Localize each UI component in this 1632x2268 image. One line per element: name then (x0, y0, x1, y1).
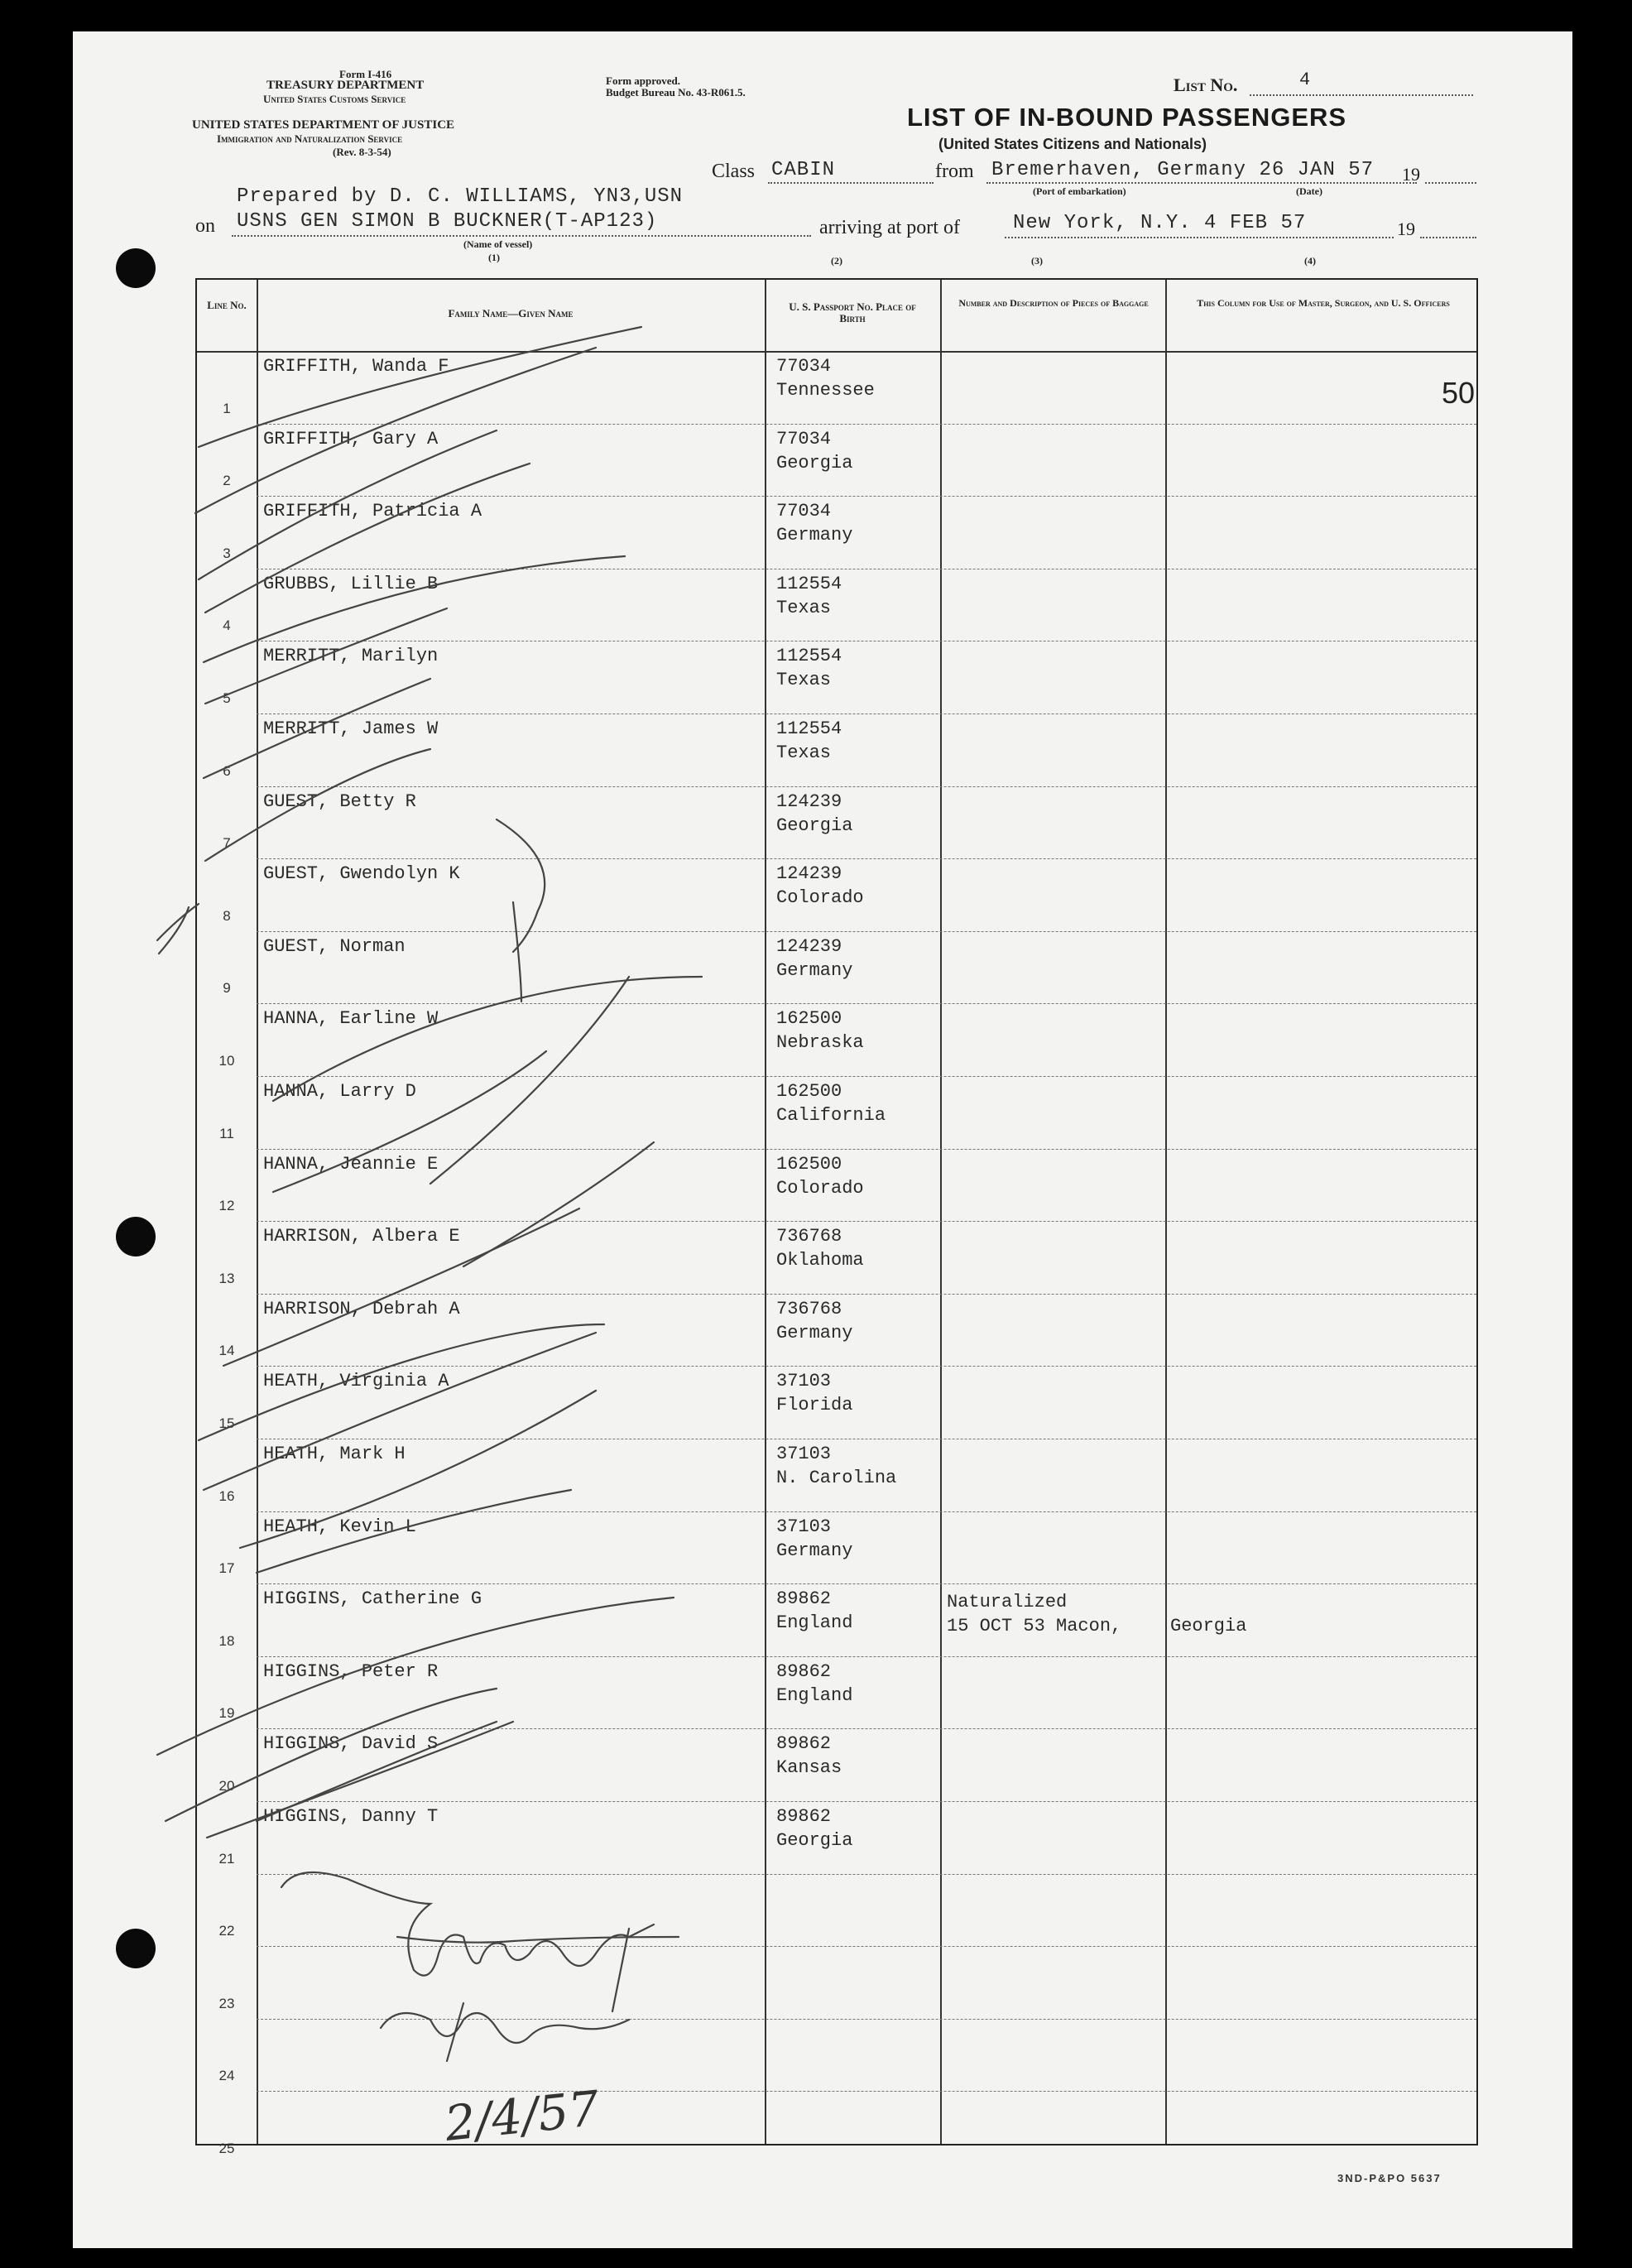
form-revision: (Rev. 8-3-54) (333, 146, 391, 158)
passenger-name: HIGGINS, Danny T (263, 1806, 439, 1827)
passport-number: 37103 (776, 1444, 832, 1464)
birthplace: Germany (776, 1322, 853, 1343)
birthplace: California (776, 1105, 886, 1126)
passenger-name: HEATH, Mark H (263, 1444, 406, 1464)
check-mark (199, 327, 641, 447)
line-number: 4 (223, 617, 231, 634)
passport-number: 112554 (776, 646, 842, 667)
line-number: 19 (218, 1705, 235, 1722)
passenger-name: HIGGINS, David S (263, 1733, 439, 1755)
passenger-name: GUEST, Betty R (263, 790, 416, 812)
signature (447, 2003, 463, 2061)
signature (281, 1872, 654, 1976)
line-number: 6 (223, 762, 231, 779)
passport-number: 77034 (776, 428, 832, 449)
list-no-value: 4 (1299, 70, 1312, 90)
signature (397, 1937, 679, 1943)
check-mark (497, 819, 545, 952)
check-mark (273, 1051, 546, 1192)
birthplace: Colorado (776, 1177, 864, 1199)
birthplace: Georgia (776, 1830, 853, 1851)
year-prefix-1: 19 (1402, 164, 1420, 185)
birthplace: Texas (776, 742, 832, 763)
birthplace: Texas (776, 670, 832, 691)
passenger-name: HEATH, Virginia A (263, 1371, 449, 1392)
line-number: 10 (218, 1053, 235, 1069)
check-mark (195, 348, 596, 513)
check-mark (257, 1722, 497, 1821)
naturalized-note: Naturalized (947, 1592, 1068, 1613)
passenger-name: MERRITT, James W (263, 718, 439, 739)
footer-code: 3ND-P&PO 5637 (1337, 2172, 1442, 2184)
passport-number: 112554 (776, 573, 842, 594)
line-number: 1 (223, 400, 231, 416)
naturalized-state: Georgia (1170, 1616, 1247, 1637)
signature (612, 1929, 629, 2011)
birthplace: Texas (776, 597, 832, 618)
birthplace: Germany (776, 1540, 853, 1561)
line-number: 18 (218, 1632, 235, 1649)
birthplace: Georgia (776, 452, 853, 473)
vessel-name: USNS GEN SIMON B BUCKNER(T-AP123) (237, 210, 658, 233)
check-mark (257, 1490, 571, 1573)
passport-number: 77034 (776, 356, 832, 377)
passenger-name: HARRISON, Debrah A (263, 1298, 460, 1319)
line-number: 20 (218, 1778, 235, 1794)
passenger-name: HANNA, Jeannie E (263, 1153, 439, 1175)
passport-number: 112554 (776, 718, 842, 739)
col-header-baggage: Number and Description of Pieces of Baggage (958, 297, 1149, 309)
birthplace: England (776, 1684, 853, 1706)
line-number: 5 (223, 690, 231, 706)
passenger-name: HIGGINS, Peter R (263, 1660, 439, 1682)
from-label: from (935, 161, 974, 182)
passport-number: 162500 (776, 1008, 842, 1030)
line-number: 15 (218, 1415, 235, 1431)
ins-service: Immigration and Naturalization Service (217, 132, 403, 145)
form-approved: Form approved. (606, 74, 681, 87)
form-subtitle: (United States Citizens and Nationals) (938, 136, 1207, 152)
birthplace: Colorado (776, 887, 864, 909)
check-mark (205, 749, 430, 861)
prepared-by: Prepared by D. C. WILLIAMS, YN3,USN (237, 185, 684, 208)
check-mark (204, 679, 430, 778)
vessel-caption: (Name of vessel) (463, 238, 533, 250)
check-mark (157, 904, 199, 940)
line-number: 23 (218, 1995, 235, 2011)
treasury-dept: TREASURY DEPARTMENT (266, 79, 425, 92)
passport-number: 89862 (776, 1588, 832, 1610)
colnum-4: (4) (1304, 255, 1316, 267)
line-number: 17 (218, 1560, 235, 1577)
vessel-colnum: (1) (488, 252, 500, 263)
passport-number: 736768 (776, 1298, 842, 1319)
line-number: 7 (223, 835, 231, 852)
year-prefix-2: 19 (1397, 219, 1415, 239)
line-number: 24 (218, 2068, 235, 2084)
birthplace: England (776, 1612, 853, 1634)
budget-bureau: Budget Bureau No. 43-R061.5. (606, 86, 746, 99)
birthplace: Tennessee (776, 380, 875, 401)
check-mark (204, 556, 625, 662)
naturalized-date-place: 15 OCT 53 Macon, (947, 1616, 1122, 1637)
line-number: 14 (218, 1343, 235, 1359)
passport-number: 736768 (776, 1226, 842, 1247)
passenger-name: HEATH, Kevin L (263, 1516, 416, 1537)
check-mark (273, 977, 702, 1101)
line-number: 11 (219, 1125, 234, 1141)
birthplace: Georgia (776, 814, 853, 836)
arriving-value: New York, N.Y. 4 FEB 57 (1013, 212, 1307, 234)
line-number: 2 (223, 473, 231, 489)
col-header-name: Family Name—Given Name (448, 307, 574, 320)
birthplace: N. Carolina (776, 1468, 897, 1488)
form-number: Form I-416 (339, 68, 392, 80)
passport-number: 89862 (776, 1806, 832, 1827)
col-header-officers: This Column for Use of Master, Surgeon, and U. S. Officers (1197, 297, 1450, 309)
passenger-name: HANNA, Larry D (263, 1081, 416, 1102)
passenger-name: GRUBBS, Lillie B (263, 573, 439, 594)
form-title: LIST OF IN-BOUND PASSENGERS (907, 103, 1347, 132)
on-label: on (195, 215, 215, 237)
check-mark (430, 977, 629, 1184)
check-mark (205, 608, 447, 704)
arriving-label: arriving at port of (819, 217, 960, 238)
passenger-name: MERRITT, Marilyn (263, 646, 439, 667)
line-number: 16 (218, 1487, 235, 1504)
class-value: CABIN (771, 159, 836, 181)
birthplace: Kansas (776, 1757, 842, 1779)
check-mark (166, 1689, 497, 1821)
birthplace: Nebraska (776, 1032, 864, 1054)
handwritten-date: 2/4/57 (442, 2079, 602, 2152)
passport-number: 124239 (776, 863, 842, 885)
line-number: 12 (218, 1198, 235, 1214)
check-mark (199, 430, 497, 579)
justice-dept: UNITED STATES DEPARTMENT OF JUSTICE (192, 118, 455, 132)
customs-service: United States Customs Service (263, 93, 406, 105)
passport-number: 89862 (776, 1660, 832, 1682)
passenger-name: HANNA, Earline W (263, 1008, 439, 1030)
line-number: 9 (223, 980, 231, 997)
passport-number: 162500 (776, 1081, 842, 1102)
passenger-name: GRIFFITH, Wanda F (263, 356, 449, 377)
check-mark (223, 1208, 579, 1366)
birthplace: Florida (776, 1395, 853, 1416)
check-mark (204, 1333, 596, 1490)
passenger-name: HARRISON, Albera E (263, 1226, 460, 1247)
passport-number: 162500 (776, 1153, 842, 1175)
passenger-name: GUEST, Gwendolyn K (263, 863, 460, 885)
birthplace: Germany (776, 959, 853, 981)
passport-number: 77034 (776, 501, 832, 522)
passenger-name: GRIFFITH, Gary A (263, 428, 439, 449)
col-header-line-no: Line No. (207, 299, 247, 311)
line-number: 22 (218, 1923, 235, 1939)
birthplace: Oklahoma (776, 1250, 864, 1271)
col-header-passport: U. S. Passport No. Place of Birth (789, 300, 916, 324)
from-value: Bremerhaven, Germany 26 JAN 57 (991, 159, 1375, 181)
passenger-name: GRIFFITH, Patricia A (263, 501, 482, 522)
side-number: 50 (1442, 376, 1476, 410)
port-caption: (Port of embarkation) (1033, 185, 1126, 197)
passport-number: 89862 (776, 1733, 832, 1755)
check-mark (157, 1598, 674, 1755)
passport-number: 124239 (776, 935, 842, 957)
passenger-name: HIGGINS, Catherine G (263, 1588, 482, 1610)
check-mark (463, 1142, 654, 1266)
line-number: 8 (223, 907, 231, 924)
passport-number: 37103 (776, 1516, 832, 1537)
passport-number: 124239 (776, 790, 842, 812)
colnum-2: (2) (831, 255, 842, 267)
line-number: 25 (218, 2141, 235, 2156)
check-mark (199, 1324, 604, 1440)
passport-number: 37103 (776, 1371, 832, 1392)
line-number: 13 (218, 1270, 235, 1286)
list-no-label: List No. (1174, 74, 1238, 95)
class-label: Class (712, 161, 756, 182)
passenger-name: GUEST, Norman (263, 935, 406, 957)
date-caption: (Date) (1296, 185, 1322, 197)
line-number: 3 (223, 545, 231, 561)
line-number: 21 (218, 1850, 235, 1867)
signature (381, 2013, 629, 2043)
birthplace: Germany (776, 525, 853, 546)
colnum-3: (3) (1031, 255, 1043, 267)
